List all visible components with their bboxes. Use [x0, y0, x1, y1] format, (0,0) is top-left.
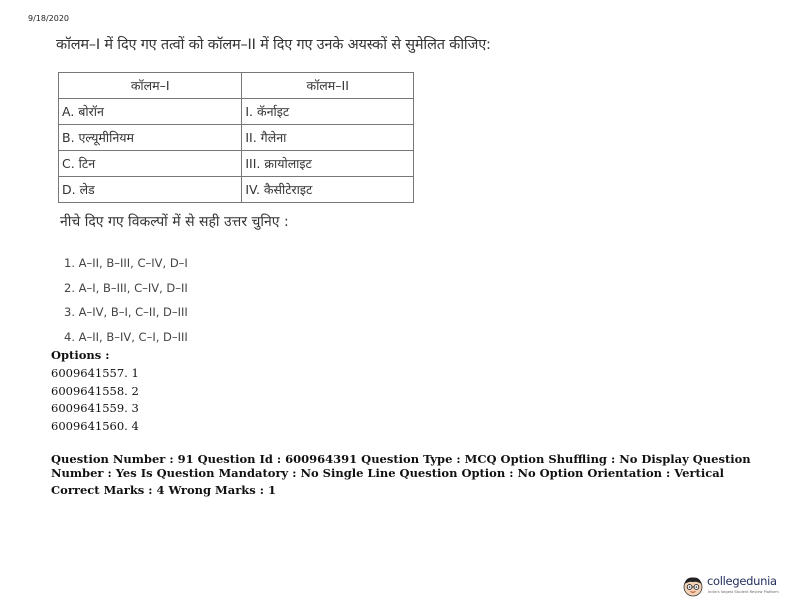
- brand-name: collegedunia: [707, 574, 777, 588]
- table-cell: I. कॅर्नाइट: [242, 99, 414, 125]
- option-item: 6009641560. 4: [51, 419, 139, 434]
- brand-tagline: India's largest Student Review Platform: [708, 590, 779, 594]
- column-1-header: कॉलम–I: [59, 73, 242, 99]
- table-cell: III. क्रायोलाइट: [242, 151, 414, 177]
- table-row: [59, 177, 414, 203]
- table-header-row: [59, 73, 414, 99]
- option-item: 6009641557. 1: [51, 366, 139, 380]
- match-table: [58, 72, 414, 203]
- options-list: [51, 365, 139, 436]
- print-date: 9/18/2020: [28, 14, 70, 23]
- answer-choice: 1. A–II, B–III, C–IV, D–I: [64, 256, 188, 270]
- table-cell: IV. कैसीटेराइट: [242, 177, 414, 203]
- sub-question-text: नीचे दिए गए विकल्पों में से सही उत्तर चुनिए :: [60, 214, 289, 230]
- mascot-icon: [682, 575, 704, 597]
- question-metadata: Question Number : 91 Question Id : 600964391 Question Type : MCQ Option Shuffling : No Display Question Number : Yes Is Question Mandatory : No Single Line Question Option : No Option Orientation : Vertical: [51, 452, 751, 480]
- answer-choice: 4. A–II, B–IV, C–I, D–III: [64, 329, 188, 344]
- table-cell: II. गैलेना: [242, 125, 414, 151]
- table-cell: C. टिन: [59, 151, 242, 177]
- table-cell: D. लेड: [59, 177, 242, 203]
- option-item: 6009641558. 2: [51, 383, 139, 398]
- table-cell: A. बोरॉन: [59, 99, 242, 125]
- collegedunia-logo: [682, 571, 778, 601]
- answer-choices: [64, 253, 188, 351]
- table-row: [59, 151, 414, 177]
- marks-info: Correct Marks : 4 Wrong Marks : 1: [51, 483, 276, 497]
- answer-choice: 3. A–IV, B–I, C–II, D–III: [64, 305, 188, 319]
- options-heading: Options :: [51, 348, 110, 362]
- answer-choice: 2. A–I, B–III, C–IV, D–II: [64, 280, 188, 295]
- table-row: [59, 125, 414, 151]
- question-text: कॉलम–I में दिए गए तत्वों को कॉलम–II में दिए गए उनके अयस्कों से सुमेलित कीजिए:: [56, 37, 491, 53]
- option-item: 6009641559. 3: [51, 401, 139, 416]
- table-row: [59, 99, 414, 125]
- column-2-header: कॉलम–II: [242, 73, 414, 99]
- table-cell: B. एल्यूमीनियम: [59, 125, 242, 151]
